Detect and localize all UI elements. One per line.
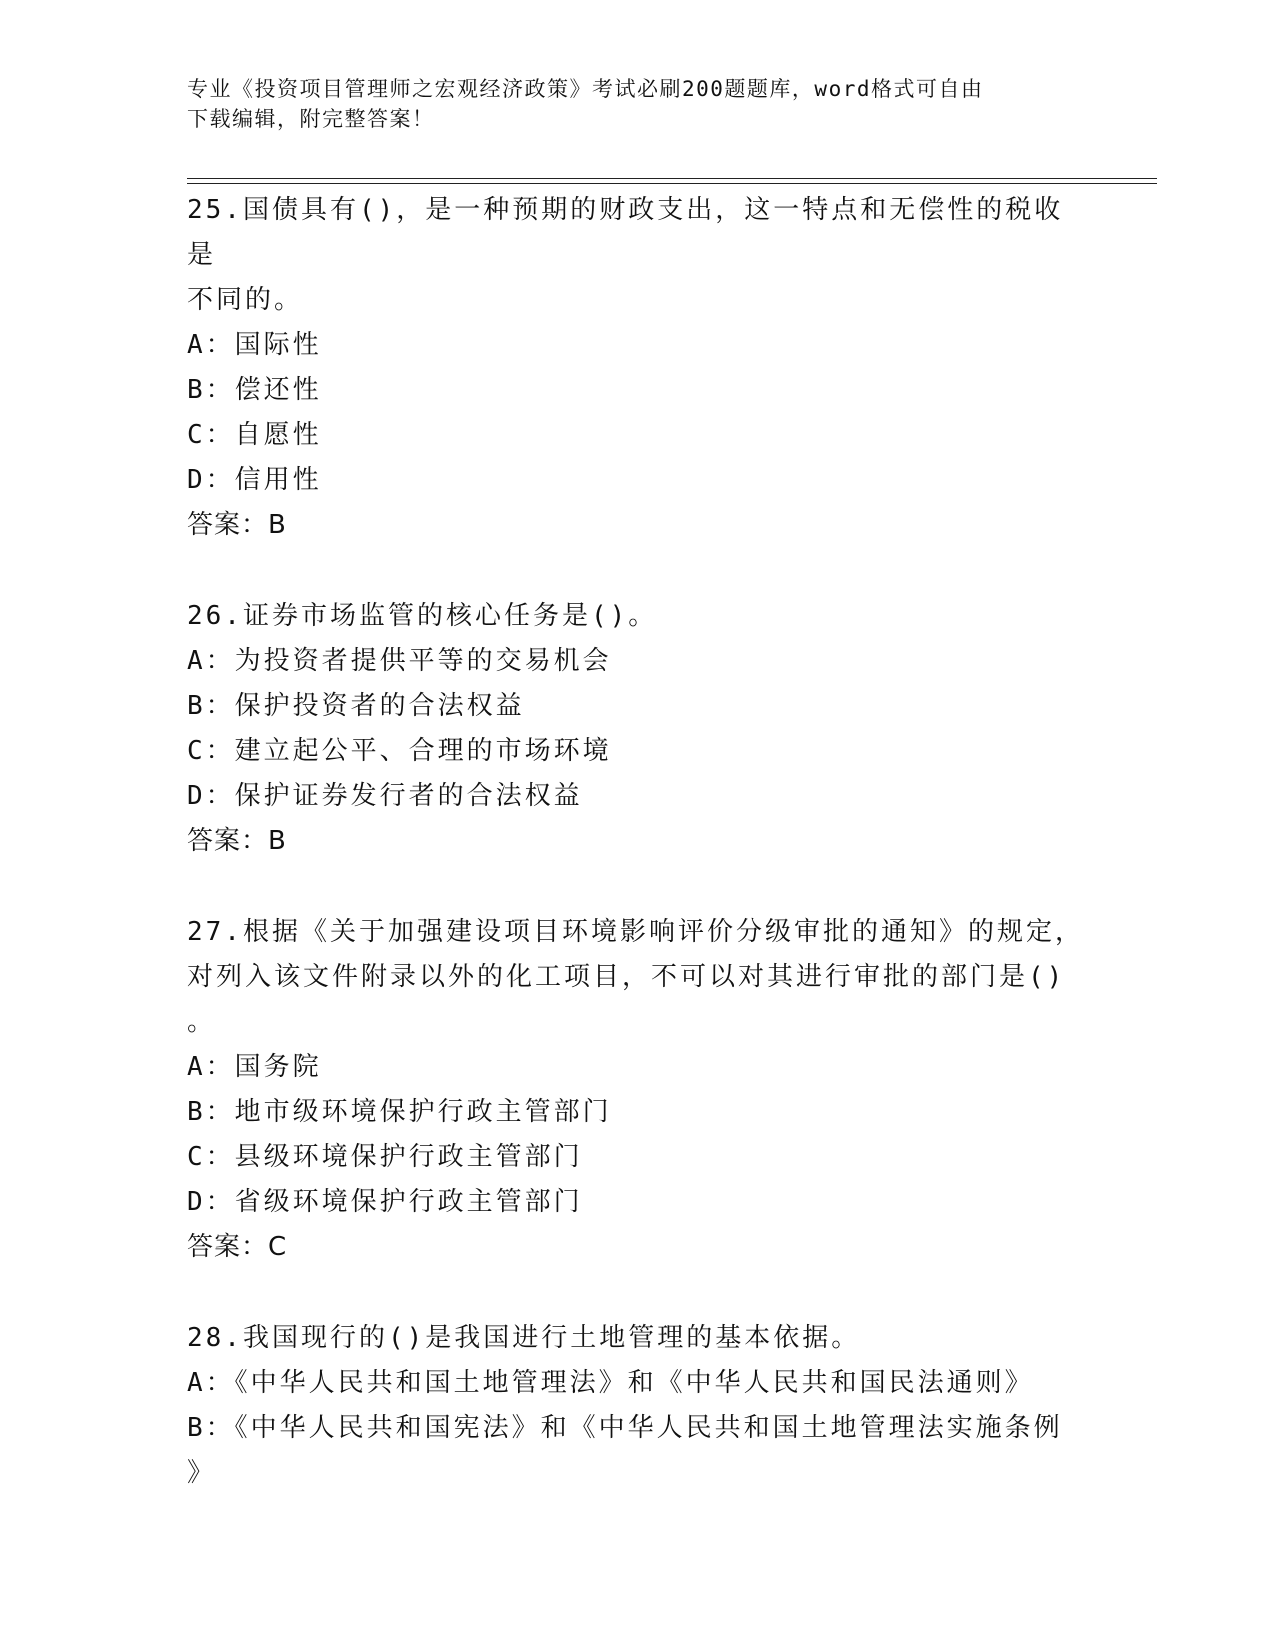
- answer: 答案：B: [187, 826, 287, 856]
- option-d: D：省级环境保护行政主管部门: [187, 1187, 583, 1217]
- header-divider-bottom: [187, 183, 1157, 184]
- question-spacer: [187, 864, 1087, 910]
- question-27: [187, 910, 1087, 1270]
- question-stem-line: 27.根据《关于加强建设项目环境影响评价分级审批的通知》的规定，: [187, 917, 1084, 947]
- question-spacer: [187, 1270, 1087, 1316]
- option-d: D：保护证券发行者的合法权益: [187, 781, 583, 811]
- question-spacer: [187, 548, 1087, 594]
- answer: 答案：B: [187, 510, 287, 540]
- option-b: B：偿还性: [187, 375, 322, 405]
- option-c: C：建立起公平、合理的市场环境: [187, 736, 612, 766]
- option-d: D：信用性: [187, 465, 322, 495]
- question-28: [187, 1316, 1087, 1496]
- question-stem-line: 不同的。: [187, 285, 304, 315]
- answer: 答案：C: [187, 1232, 288, 1262]
- question-list: [187, 188, 1087, 1496]
- question-stem-line: 对列入该文件附录以外的化工项目，不可以对其进行审批的部门是(): [187, 962, 1066, 992]
- option-b-continued: 》: [187, 1458, 217, 1488]
- option-a: A：为投资者提供平等的交易机会: [187, 646, 612, 676]
- option-a: A：国际性: [187, 330, 322, 360]
- header-line-2: 下载编辑，附完整答案！: [187, 107, 435, 131]
- question-25: [187, 188, 1087, 548]
- option-b: B：《中华人民共和国宪法》和《中华人民共和国土地管理法实施条例: [187, 1413, 1063, 1443]
- question-stem-line: 28.我国现行的()是我国进行土地管理的基本依据。: [187, 1323, 861, 1353]
- header-divider-top: [187, 178, 1157, 179]
- option-a: A：《中华人民共和国土地管理法》和《中华人民共和国民法通则》: [187, 1368, 1034, 1398]
- option-b: B：地市级环境保护行政主管部门: [187, 1097, 612, 1127]
- question-26: [187, 594, 1087, 864]
- document-header: [187, 74, 1067, 134]
- header-line-1: 专业《投资项目管理师之宏观经济政策》考试必刷200题题库，word格式可自由: [187, 77, 984, 101]
- option-c: C：县级环境保护行政主管部门: [187, 1142, 583, 1172]
- question-stem-line: 25.国债具有()，是一种预期的财政支出，这一特点和无偿性的税收是: [187, 195, 1064, 270]
- option-c: C：自愿性: [187, 420, 322, 450]
- question-stem-line: 26.证券市场监管的核心任务是()。: [187, 601, 658, 631]
- question-stem-line: 。: [187, 1007, 217, 1037]
- option-a: A：国务院: [187, 1052, 322, 1082]
- option-b: B：保护投资者的合法权益: [187, 691, 525, 721]
